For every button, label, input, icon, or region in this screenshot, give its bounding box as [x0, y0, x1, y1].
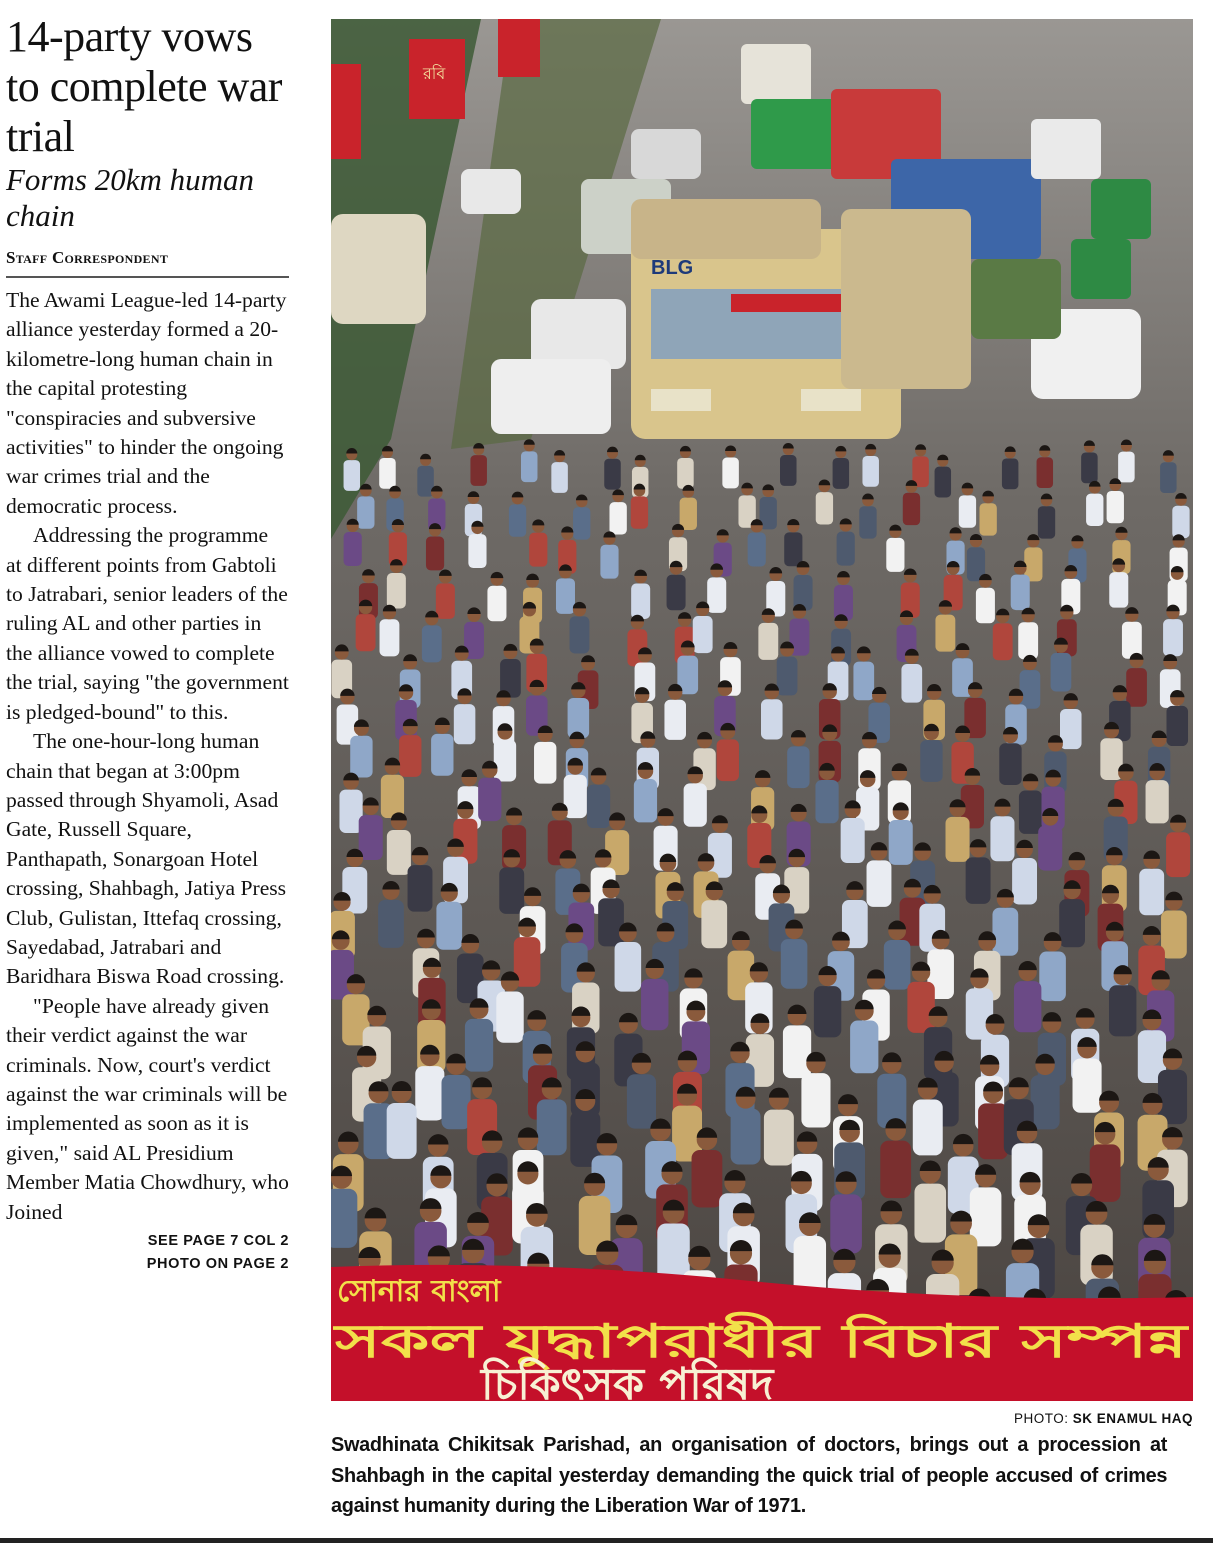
- person-body: [1163, 619, 1183, 656]
- person-body: [1161, 910, 1187, 958]
- paragraph: The Awami League-led 14-party alliance yesterday formed a 20-kilometre-long human chain in the capital protesting "conspiracies and subversive activities" to hinder the ongoing war crimes trial and the democratic process.: [6, 288, 287, 518]
- person-body: [830, 1194, 862, 1253]
- person-body: [884, 940, 911, 990]
- person-body: [801, 1073, 830, 1127]
- byline: Staff Correspondent: [6, 240, 289, 278]
- person-body: [966, 857, 991, 903]
- person-body: [920, 740, 942, 782]
- person-body: [478, 778, 501, 821]
- person-body: [707, 577, 726, 613]
- person-body: [470, 455, 487, 486]
- person-body: [764, 1110, 794, 1166]
- subheadline: Forms 20km human chain: [6, 162, 254, 233]
- person-body: [859, 506, 876, 538]
- photo-credit-name: SK ENAMUL HAQ: [1072, 1411, 1193, 1426]
- person-body: [408, 865, 433, 911]
- person-body: [1146, 780, 1169, 823]
- banner-text-mid: সকল যুদ্ধাপরাধীর বিচার সম্পন্ন: [335, 1314, 900, 1368]
- paragraph: Addressing the programme at different points from Gabtoli to Jatrabari, senior leaders of the ruling AL and other parties in the alliance vowed to complete the trial, saying "the government is pledged-bound" to this.: [6, 523, 289, 724]
- person-body: [615, 942, 642, 992]
- person-body: [880, 1141, 911, 1198]
- person-body: [889, 820, 913, 865]
- person-body: [465, 1019, 493, 1072]
- person-body: [631, 496, 648, 528]
- person-body: [946, 817, 970, 862]
- person-body: [1109, 572, 1128, 608]
- person-body: [387, 830, 411, 875]
- person-body: [815, 780, 838, 823]
- news-photo: [331, 19, 1193, 1401]
- person-body: [356, 614, 376, 651]
- photo-credit-prefix: PHOTO:: [1013, 1411, 1069, 1426]
- person-body: [1011, 575, 1030, 611]
- person-body: [350, 736, 372, 778]
- banner-text-bottom: চিকিৎসক পরিষদ: [481, 1359, 774, 1401]
- person-body: [436, 583, 455, 619]
- person-body: [496, 992, 523, 1043]
- person-body: [1014, 981, 1041, 1032]
- person-body: [1107, 491, 1124, 523]
- person-body: [935, 615, 955, 652]
- person-body: [537, 1099, 567, 1155]
- person-body: [684, 783, 707, 826]
- article-column: [6, 12, 289, 1276]
- person-body: [399, 735, 421, 777]
- person-body: [379, 458, 396, 489]
- person-body: [499, 867, 524, 913]
- person-body: [814, 986, 841, 1037]
- person-body: [381, 775, 404, 818]
- person-body: [487, 586, 506, 622]
- person-body: [378, 900, 404, 948]
- person-body: [664, 700, 686, 740]
- person-body: [833, 458, 850, 489]
- person-body: [850, 1021, 878, 1074]
- person-body: [886, 538, 904, 572]
- person-body: [1086, 494, 1103, 526]
- person-body: [1060, 709, 1082, 749]
- headline: 14-party vows to complete war trial: [6, 12, 282, 161]
- person-body: [1081, 452, 1098, 483]
- person-body: [441, 1075, 470, 1129]
- person-body: [1090, 1144, 1121, 1201]
- person-body: [551, 462, 568, 493]
- person-body: [1139, 869, 1164, 915]
- person-body: [722, 458, 739, 489]
- bottom-rule: [0, 1538, 1213, 1543]
- person-body: [494, 740, 516, 782]
- person-body: [529, 533, 547, 567]
- person-body: [509, 504, 526, 536]
- person-body: [913, 1100, 943, 1156]
- person-body: [1018, 622, 1038, 659]
- person-body: [787, 746, 809, 788]
- red-sign: [498, 19, 540, 77]
- person-body: [748, 533, 766, 567]
- person-body: [781, 939, 808, 989]
- person-body: [1118, 452, 1135, 483]
- person-body: [1126, 668, 1147, 707]
- person-body: [634, 779, 657, 822]
- person-body: [454, 704, 476, 744]
- photo-credit: [331, 1411, 1193, 1426]
- person-body: [1059, 899, 1085, 947]
- person-body: [415, 1066, 444, 1120]
- person-body: [993, 623, 1013, 660]
- person-body: [1166, 832, 1190, 877]
- person-body: [1038, 826, 1062, 871]
- person-body: [641, 979, 668, 1030]
- person-body: [978, 1103, 1008, 1159]
- person-body: [680, 498, 697, 530]
- photo-caption: Swadhinata Chikitsak Parishad, an organisation of doctors, brings out a procession at Shahbagh in the capital yesterday demanding the quick trial of people accused of crimes against humanity during the Liberation War of 1971.: [331, 1433, 1168, 1517]
- person-body: [331, 1189, 357, 1248]
- person-body: [914, 1184, 946, 1243]
- person-body: [701, 900, 727, 948]
- sign-text: রবি: [423, 64, 446, 83]
- person-body: [999, 743, 1021, 785]
- person-body: [1051, 653, 1072, 692]
- person-body: [587, 785, 610, 828]
- person-body: [841, 818, 865, 863]
- person-body: [1166, 706, 1188, 746]
- person-body: [609, 502, 626, 534]
- paragraph: "People have already given their verdict against the war criminals. Now, court's verdict against the war criminals will be implemented as soon as it is given," said AL Presidium Member Matia Chowdhury, who Joined: [6, 993, 289, 1224]
- person-body: [387, 1103, 417, 1159]
- person-body: [600, 545, 618, 579]
- person-body: [837, 532, 855, 566]
- person-body: [784, 532, 802, 566]
- person-body: [422, 625, 442, 662]
- person-body: [777, 657, 798, 696]
- person-body: [570, 616, 590, 653]
- red-sign: [331, 64, 361, 159]
- paragraph: The one-hour-long human chain that began at 3:00pm passed through Shyamoli, Asad Gate, Russell Square, Panthapath, Sonargoan Hotel crossing, Shahbagh, Jatiya Press Club, Gulistan, Ittefaq crossing, Sayedabad, Jatrabari and Baridhara Biswa Road crossing.: [6, 729, 287, 989]
- person-body: [1019, 791, 1042, 834]
- person-body: [598, 898, 624, 946]
- person-body: [862, 456, 879, 487]
- person-body: [1073, 1058, 1102, 1112]
- person-body: [556, 578, 575, 614]
- person-body: [468, 534, 486, 568]
- person-body: [1122, 622, 1142, 659]
- person-body: [1012, 858, 1037, 904]
- person-body: [1172, 506, 1189, 538]
- person-body: [426, 536, 444, 570]
- person-body: [359, 815, 383, 860]
- person-body: [534, 742, 556, 784]
- jump-see-page: SEE PAGE 7 COL 2: [147, 1233, 289, 1249]
- person-body: [976, 588, 995, 624]
- person-body: [431, 734, 453, 776]
- article-body: [6, 286, 289, 1227]
- person-body: [867, 860, 892, 906]
- jump-reference: [6, 1230, 289, 1276]
- person-body: [380, 619, 400, 656]
- person-body: [1160, 462, 1177, 493]
- person-body: [853, 662, 874, 701]
- person-body: [1038, 506, 1055, 538]
- person-body: [1039, 952, 1066, 1002]
- person-body: [903, 493, 920, 525]
- person-body: [677, 458, 694, 489]
- person-body: [758, 623, 778, 660]
- person-body: [693, 616, 713, 653]
- person-body: [631, 584, 650, 620]
- person-body: [901, 664, 922, 703]
- person-body: [387, 573, 406, 609]
- person-body: [935, 467, 952, 498]
- person-body: [344, 460, 361, 491]
- person-body: [731, 1109, 761, 1165]
- person-body: [1037, 457, 1054, 488]
- bus-sign-text: BLG: [651, 257, 694, 279]
- person-body: [761, 699, 783, 739]
- procession-photo-illustration: [331, 19, 1193, 1401]
- person-body: [717, 739, 739, 781]
- person-body: [604, 459, 621, 490]
- person-body: [783, 1025, 811, 1078]
- person-body: [357, 496, 374, 528]
- person-body: [1109, 985, 1136, 1036]
- person-body: [816, 492, 833, 524]
- banner-text-top: সোনার বাংলা: [337, 1274, 501, 1309]
- person-body: [573, 507, 590, 539]
- person-body: [990, 816, 1014, 861]
- person-body: [979, 503, 996, 535]
- person-body: [1031, 1075, 1060, 1129]
- person-body: [521, 451, 538, 482]
- person-body: [692, 1150, 723, 1207]
- person-body: [1020, 670, 1041, 709]
- person-body: [1002, 458, 1019, 489]
- person-body: [992, 908, 1018, 956]
- jump-photo-page: PHOTO ON PAGE 2: [146, 1256, 289, 1272]
- person-body: [344, 532, 362, 566]
- person-body: [959, 495, 976, 527]
- person-body: [907, 982, 934, 1033]
- person-body: [667, 575, 686, 611]
- person-body: [627, 1074, 656, 1128]
- person-body: [436, 902, 462, 950]
- person-body: [780, 455, 797, 486]
